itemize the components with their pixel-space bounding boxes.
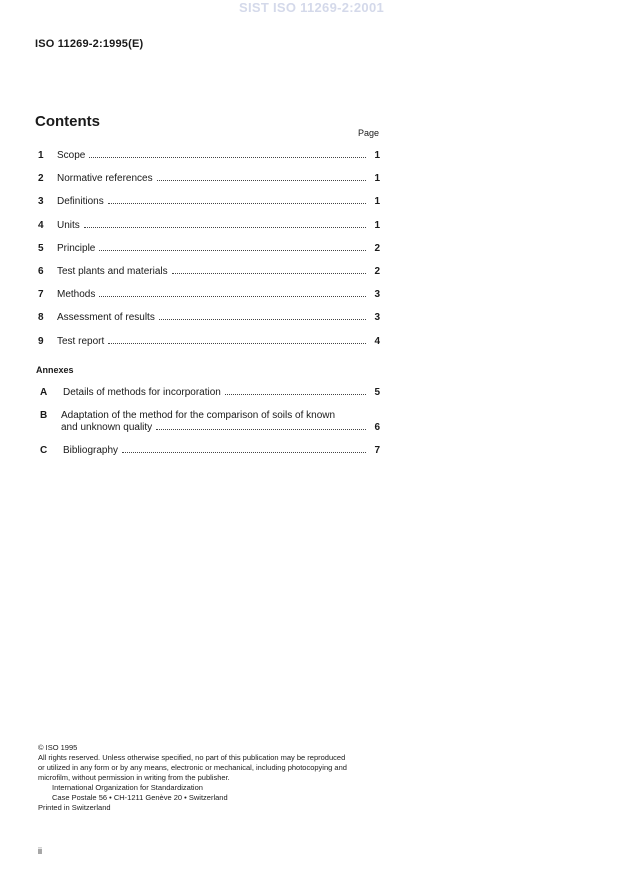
annex-title[interactable]: Adaptation of the method for the comparison of soils of known <box>61 410 336 421</box>
toc-page-number: 4 <box>374 336 380 347</box>
annex-entry-c[interactable] <box>40 445 380 459</box>
toc-page-number: 1 <box>374 220 380 231</box>
annex-page-number: 7 <box>374 445 380 456</box>
dot-leader <box>157 180 366 181</box>
page-column-label: Page <box>358 128 380 138</box>
dot-leader <box>172 273 366 274</box>
toc-title: Definitions <box>57 196 104 207</box>
toc-number: 4 <box>38 220 44 231</box>
toc-entry-units[interactable] <box>38 220 380 234</box>
toc-entry-test-plants[interactable] <box>38 266 380 280</box>
toc-page-number: 3 <box>374 312 380 323</box>
copyright-line: © ISO 1995 <box>38 743 78 752</box>
toc-page-number: 2 <box>374 243 380 254</box>
toc-entry-test-report[interactable] <box>38 336 380 350</box>
page-number: ii <box>38 846 42 856</box>
dot-leader <box>108 343 366 344</box>
annex-entry-b[interactable] <box>61 422 380 436</box>
annex-title: Bibliography <box>63 445 119 456</box>
document-id: ISO 11269-2:1995(E) <box>35 38 144 50</box>
toc-entry-scope[interactable] <box>38 150 380 164</box>
annexes-heading: Annexes <box>36 365 74 375</box>
toc-page-number: 1 <box>374 173 380 184</box>
toc-page-number: 1 <box>374 150 380 161</box>
dot-leader <box>89 157 366 158</box>
annex-entry-a[interactable] <box>40 387 380 401</box>
annex-page-number: 5 <box>374 387 380 398</box>
annex-letter: A <box>40 387 48 398</box>
toc-entry-principle[interactable] <box>38 243 380 257</box>
organization-name: International Organization for Standardization <box>52 783 203 792</box>
toc-title: Test report <box>57 336 105 347</box>
toc-title: Units <box>57 220 80 231</box>
toc-number: 5 <box>38 243 44 254</box>
toc-page-number: 2 <box>374 266 380 277</box>
annex-title: Details of methods for incorporation <box>63 387 221 398</box>
rights-text: or utilized in any form or by any means, electronic or mechanical, including photocopying and <box>38 763 347 772</box>
toc-entry-definitions[interactable] <box>38 196 380 210</box>
toc-number: 8 <box>38 312 44 323</box>
toc-page-number: 1 <box>374 196 380 207</box>
toc-title: Scope <box>57 150 86 161</box>
dot-leader <box>84 227 366 228</box>
toc-number: 3 <box>38 196 44 207</box>
rights-text: All rights reserved. Unless otherwise specified, no part of this publication may be reproduced <box>38 753 346 762</box>
organization-address: Case Postale 56 • CH-1211 Genève 20 • Switzerland <box>52 793 228 802</box>
toc-number: 2 <box>38 173 44 184</box>
toc-number: 7 <box>38 289 44 300</box>
dot-leader <box>108 203 366 204</box>
copyright-notice <box>38 743 388 813</box>
toc-number: 1 <box>38 150 44 161</box>
dot-leader <box>156 429 366 430</box>
watermark: SIST ISO 11269-2:2001 <box>238 0 385 15</box>
toc-title: Assessment of results <box>57 312 155 323</box>
toc-entry-assessment[interactable] <box>38 312 380 326</box>
annex-page-number: 6 <box>374 422 380 433</box>
dot-leader <box>99 250 366 251</box>
contents-title: Contents <box>35 113 100 130</box>
annex-letter: C <box>40 445 48 456</box>
toc-title: Principle <box>57 243 96 254</box>
rights-text: microfilm, without permission in writing from the publisher. <box>38 773 230 782</box>
toc-title: Methods <box>57 289 96 300</box>
toc-title: Test plants and materials <box>57 266 168 277</box>
dot-leader <box>159 319 366 320</box>
toc-number: 6 <box>38 266 44 277</box>
annex-title-continued: and unknown quality <box>61 422 153 433</box>
dot-leader <box>99 296 366 297</box>
dot-leader <box>225 394 366 395</box>
toc-page-number: 3 <box>374 289 380 300</box>
printed-in: Printed in Switzerland <box>38 803 111 812</box>
toc-entry-normative-references[interactable] <box>38 173 380 187</box>
toc-title: Normative references <box>57 173 153 184</box>
toc-number: 9 <box>38 336 44 347</box>
annex-letter: B <box>40 410 48 421</box>
toc-entry-methods[interactable] <box>38 289 380 303</box>
dot-leader <box>122 452 366 453</box>
